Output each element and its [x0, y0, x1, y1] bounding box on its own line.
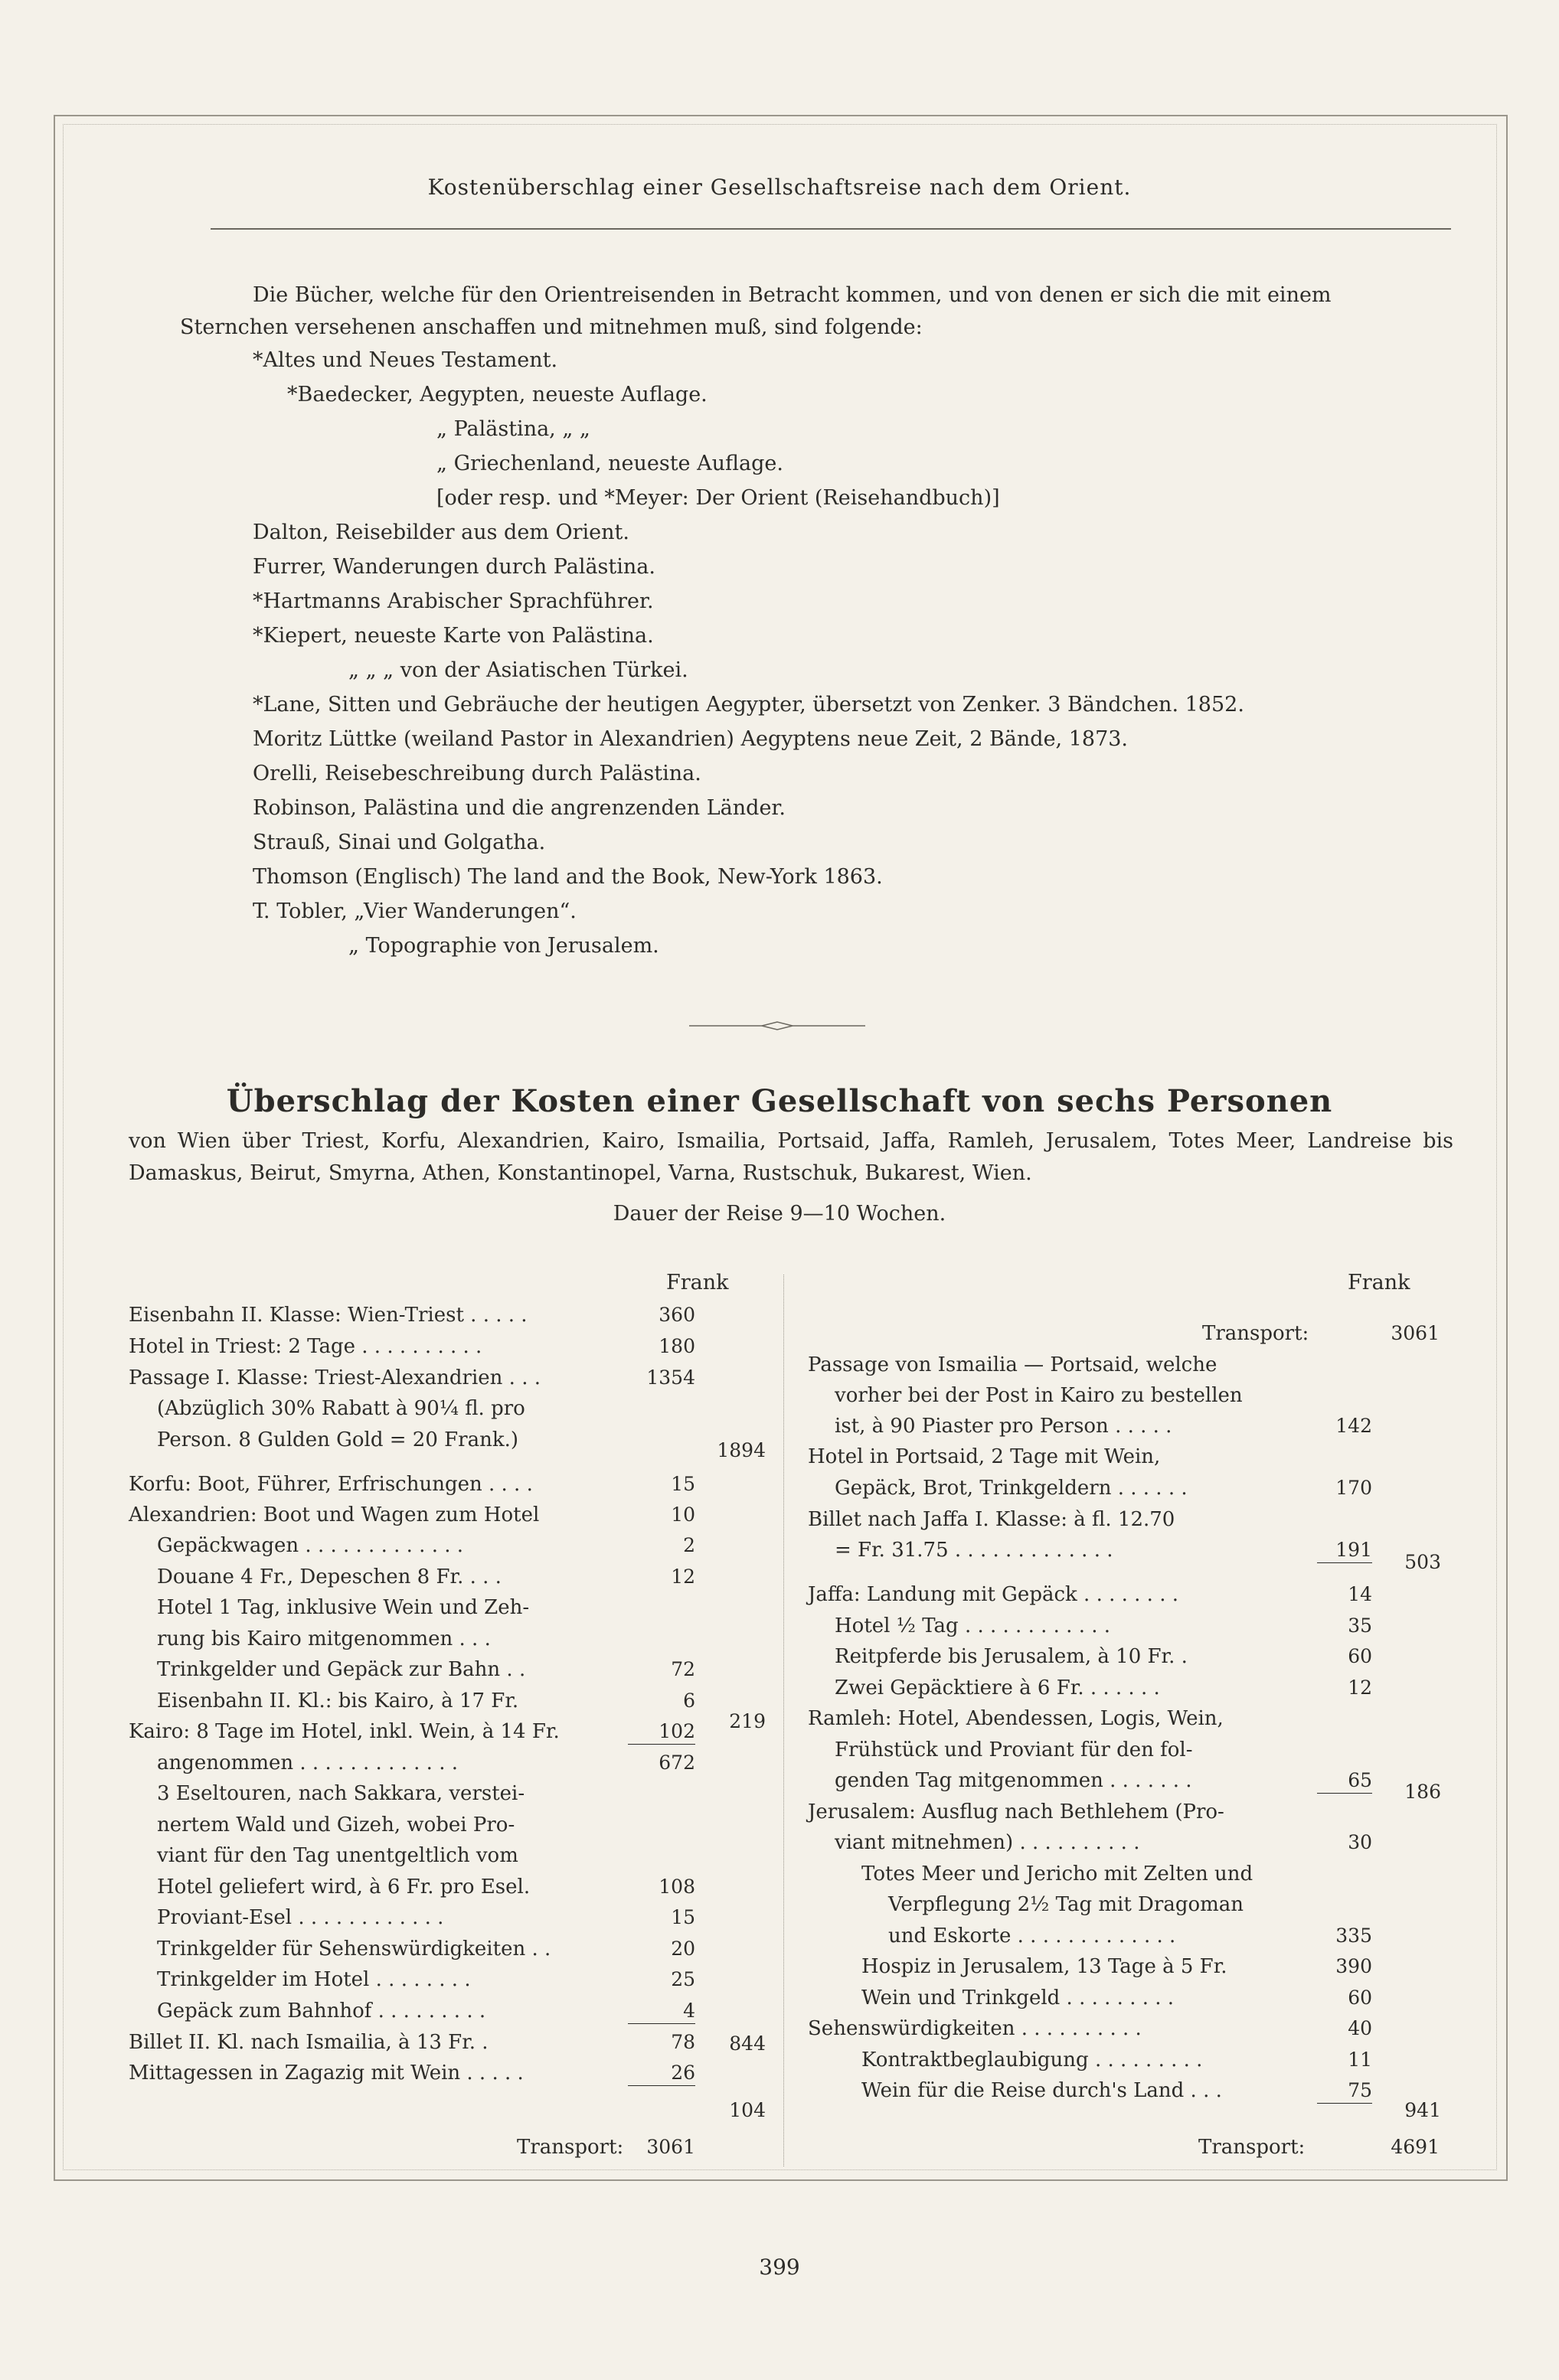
book-entry: Dalton, Reisebilder aus dem Orient.: [253, 521, 629, 544]
right-cost-row: viant mitnehmen) . . . . . . . . . .: [835, 1831, 1140, 1854]
header-rule: [211, 228, 1451, 230]
book-entry: Thomson (Englisch) The land and the Book, New-York 1863.: [253, 865, 883, 889]
right-cost-row: Passage von Ismailia — Portsaid, welche: [808, 1353, 1217, 1376]
intro-paragraph: [180, 279, 1447, 344]
book-entry: „ Topographie von Jerusalem.: [348, 934, 659, 958]
right-amount: 12: [1348, 1676, 1372, 1699]
left-cost-row: Alexandrien: Boot und Wagen zum Hotel: [129, 1503, 540, 1526]
ornament-divider: [689, 1020, 865, 1031]
left-cost-row: Gepäckwagen . . . . . . . . . . . . .: [157, 1534, 464, 1557]
right-subtotal: 941: [1404, 2099, 1441, 2121]
right-cost-row: Transport:: [1202, 1322, 1309, 1345]
left-cost-row: Hotel geliefert wird, à 6 Fr. pro Esel.: [157, 1876, 531, 1898]
right-cost-row: genden Tag mitgenommen . . . . . . .: [835, 1769, 1192, 1792]
left-amount: 672: [659, 1752, 695, 1774]
right-amount: 65: [1317, 1769, 1372, 1794]
left-cost-row: viant für den Tag unentgeltlich vom: [157, 1844, 518, 1867]
left-cost-row: Korfu: Boot, Führer, Erfrischungen . . . .: [129, 1473, 533, 1496]
left-cost-row: 3 Eseltouren, nach Sakkara, verstei-: [157, 1782, 525, 1805]
right-amount: 390: [1335, 1955, 1372, 1977]
right-amount: 35: [1348, 1614, 1372, 1637]
right-cost-row: Jerusalem: Ausflug nach Bethlehem (Pro-: [808, 1801, 1224, 1823]
right-amount: 40: [1348, 2017, 1372, 2039]
right-cost-row: Hotel ½ Tag . . . . . . . . . . . .: [835, 1614, 1111, 1637]
right-cost-row: Ramleh: Hotel, Abendessen, Logis, Wein,: [808, 1707, 1224, 1730]
left-cost-row: Eisenbahn II. Klasse: Wien-Triest . . . . .: [129, 1304, 528, 1327]
left-amount: 180: [659, 1335, 695, 1357]
left-amount: 15: [671, 1473, 695, 1495]
right-cost-row: Kontraktbeglaubigung . . . . . . . . .: [861, 2049, 1203, 2071]
left-cost-row: Billet II. Kl. nach Ismailia, à 13 Fr. .: [129, 2031, 489, 2054]
left-subtotal: 219: [729, 1710, 766, 1732]
left-cost-row: rung bis Kairo mitgenommen . . .: [157, 1627, 491, 1650]
left-amount: 10: [671, 1503, 695, 1526]
right-cost-row: Wein und Trinkgeld . . . . . . . . .: [861, 1987, 1175, 2009]
left-cost-row: Gepäck zum Bahnhof . . . . . . . . .: [157, 2000, 486, 2023]
left-cost-row: angenommen . . . . . . . . . . . . .: [157, 1752, 458, 1774]
left-cost-row: Trinkgelder für Sehenswürdigkeiten . .: [157, 1938, 551, 1960]
left-cost-row: Trinkgelder im Hotel . . . . . . . .: [157, 1968, 471, 1991]
left-amount: 2: [683, 1534, 695, 1556]
running-head: Kostenüberschlag einer Gesellschaftsreise nach dem Orient.: [427, 175, 1132, 200]
right-cost-row: Totes Meer und Jericho mit Zelten und: [861, 1863, 1253, 1885]
left-cost-row: Person. 8 Gulden Gold = 20 Frank.): [157, 1428, 519, 1451]
right-cost-row: Zwei Gepäcktiere à 6 Fr. . . . . . .: [835, 1676, 1160, 1699]
book-entry: T. Tobler, „Vier Wanderungen“.: [253, 899, 577, 923]
page-number: 399: [759, 2254, 800, 2280]
book-entry: „ Griechenland, neueste Auflage.: [436, 452, 783, 475]
book-entry: Strauß, Sinai und Golgatha.: [253, 831, 546, 854]
right-amount: 30: [1348, 1831, 1372, 1853]
left-subtotal: 1894: [717, 1439, 766, 1461]
book-entry: Furrer, Wanderungen durch Palästina.: [253, 555, 655, 579]
right-amount: 60: [1348, 1645, 1372, 1667]
left-cost-row: Hotel 1 Tag, inklusive Wein und Zeh-: [157, 1596, 530, 1619]
left-amount: 78: [671, 2031, 695, 2053]
intro-line-cont: Sternchen versehenen anschaffen und mitnehmen muß, sind folgende:: [180, 315, 923, 339]
right-cost-row: = Fr. 31.75 . . . . . . . . . . . . .: [835, 1539, 1113, 1562]
book-entry: „ „ „ von der Asiatischen Türkei.: [348, 658, 688, 682]
left-subtotal: 844: [729, 2032, 766, 2055]
left-amount: 12: [671, 1565, 695, 1588]
left-cost-row: nertem Wald und Gizeh, wobei Pro-: [157, 1814, 515, 1836]
book-entry: Robinson, Palästina und die angrenzenden Länder.: [253, 796, 786, 820]
book-entry: Moritz Lüttke (weiland Pastor in Alexandrien) Aegyptens neue Zeit, 2 Bände, 1873.: [253, 727, 1129, 751]
left-amount: 26: [628, 2062, 695, 2086]
right-cost-row: Frühstück und Proviant für den fol-: [835, 1738, 1193, 1761]
left-cost-row: Kairo: 8 Tage im Hotel, inkl. Wein, à 14 Fr.: [129, 1720, 560, 1743]
right-cost-row: vorher bei der Post in Kairo zu bestellen: [835, 1384, 1243, 1407]
right-amount: 60: [1348, 1987, 1372, 2009]
book-entry: *Lane, Sitten und Gebräuche der heutigen Aegypter, übersetzt von Zenker. 3 Bändchen. 1852.: [253, 693, 1244, 717]
book-entry: *Baedecker, Aegypten, neueste Auflage.: [287, 383, 708, 406]
left-cost-row: Passage I. Klasse: Triest-Alexandrien . . .: [129, 1366, 541, 1389]
right-amount: 75: [1317, 2079, 1372, 2104]
left-amount: 15: [671, 1906, 695, 1928]
left-transport-total: 3061: [646, 2136, 695, 2158]
right-currency-header: Frank: [1348, 1271, 1410, 1294]
left-cost-row: (Abzüglich 30% Rabatt à 90¼ fl. pro: [157, 1397, 525, 1420]
right-subtotal: 503: [1404, 1551, 1441, 1573]
right-cost-row: Jaffa: Landung mit Gepäck . . . . . . . .: [808, 1583, 1179, 1606]
right-cost-row: Gepäck, Brot, Trinkgeldern . . . . . .: [835, 1477, 1188, 1500]
right-amount: 170: [1335, 1477, 1372, 1499]
right-cost-row: Reitpferde bis Jerusalem, à 10 Fr. .: [835, 1645, 1188, 1668]
column-divider: [783, 1275, 784, 2166]
right-subtotal: 186: [1404, 1781, 1441, 1803]
left-amount: 72: [671, 1658, 695, 1680]
left-cost-row: Mittagessen in Zagazig mit Wein . . . . .: [129, 2062, 524, 2085]
left-currency-header: Frank: [666, 1271, 729, 1294]
book-entry: *Kiepert, neueste Karte von Palästina.: [253, 624, 654, 648]
left-cost-row: Transport:: [517, 2136, 624, 2159]
right-cost-row: Transport:: [1198, 2136, 1306, 2159]
right-cost-row: Verpflegung 2½ Tag mit Dragoman: [888, 1893, 1244, 1916]
left-cost-row: Trinkgelder und Gepäck zur Bahn . .: [157, 1658, 526, 1681]
right-cost-row: Sehenswürdigkeiten . . . . . . . . . .: [808, 2017, 1142, 2040]
right-amount: 142: [1335, 1415, 1372, 1437]
book-entry: *Hartmanns Arabischer Sprachführer.: [253, 589, 654, 613]
right-transport-total: 4691: [1391, 2136, 1440, 2158]
cost-table-title: Überschlag der Kosten einer Gesellschaft von sechs Personen: [226, 1083, 1333, 1119]
left-cost-row: Douane 4 Fr., Depeschen 8 Fr. . . .: [157, 1565, 502, 1588]
book-entry: [oder resp. und *Meyer: Der Orient (Reisehandbuch)]: [436, 486, 1000, 510]
right-amount: 191: [1317, 1539, 1372, 1563]
right-cost-row: ist, à 90 Piaster pro Person . . . . .: [835, 1415, 1172, 1438]
left-cost-row: Proviant-Esel . . . . . . . . . . . .: [157, 1906, 444, 1929]
left-amount: 4: [628, 2000, 695, 2024]
book-entry: *Altes und Neues Testament.: [253, 348, 558, 372]
right-amount: 335: [1335, 1925, 1372, 1947]
left-amount: 20: [671, 1938, 695, 1960]
route-description: von Wien über Triest, Korfu, Alexandrien, Kairo, Ismailia, Portsaid, Jaffa, Ramleh, Jerusalem, Totes Meer, Landreise bis Damaskus, Beirut, Smyrna, Athen, Konstantinopel, Varna, Rustschuk, Bukarest, Wien.: [129, 1129, 1453, 1185]
right-cost-row: und Eskorte . . . . . . . . . . . . .: [888, 1925, 1176, 1947]
left-amount: 25: [671, 1968, 695, 1990]
intro-line: Die Bücher, welche für den Orientreisenden in Betracht kommen, und von denen er sich die mit einem: [253, 283, 1332, 307]
right-cost-row: Hotel in Portsaid, 2 Tage mit Wein,: [808, 1445, 1161, 1468]
book-entry: Orelli, Reisebeschreibung durch Palästina.: [253, 762, 701, 785]
left-amount: 102: [628, 1720, 695, 1745]
left-amount: 360: [659, 1304, 695, 1326]
right-transport-carried: 3061: [1391, 1322, 1440, 1344]
left-cost-row: Eisenbahn II. Kl.: bis Kairo, à 17 Fr.: [157, 1690, 519, 1712]
right-cost-row: Hospiz in Jerusalem, 13 Tage à 5 Fr.: [861, 1955, 1227, 1978]
left-amount: 6: [683, 1690, 695, 1712]
book-entry: „ Palästina, „ „: [436, 417, 590, 441]
left-cost-row: Hotel in Triest: 2 Tage . . . . . . . . . .: [129, 1335, 482, 1358]
right-cost-row: Billet nach Jaffa I. Klasse: à fl. 12.70: [808, 1508, 1175, 1531]
right-amount: 14: [1348, 1583, 1372, 1605]
left-amount: 1354: [646, 1366, 695, 1389]
left-amount: 108: [659, 1876, 695, 1898]
left-subtotal: 104: [729, 2099, 766, 2121]
right-cost-row: Wein für die Reise durch's Land . . .: [861, 2079, 1222, 2102]
right-amount: 11: [1348, 2049, 1372, 2071]
trip-duration: Dauer der Reise 9—10 Wochen.: [613, 1202, 946, 1226]
